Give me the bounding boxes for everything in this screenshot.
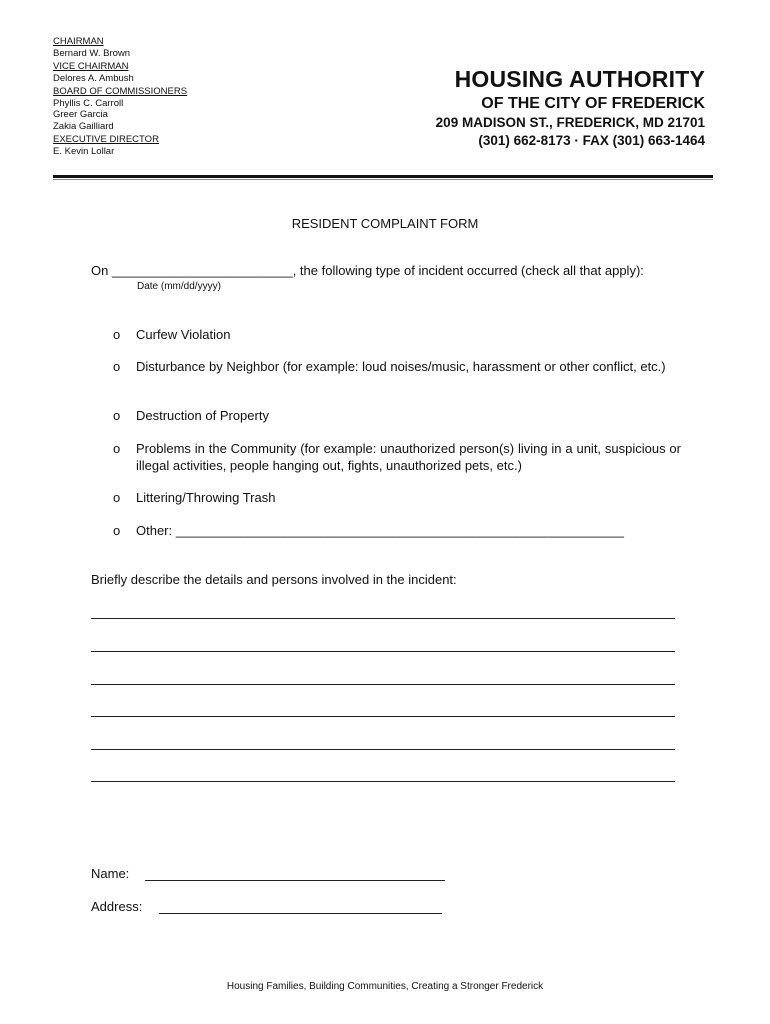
date-hint: Date (mm/dd/yyyy) xyxy=(137,281,221,292)
date-sentence: On _________________________, the following type of incident occurred (check all that apply): xyxy=(91,263,644,278)
footer-tagline: Housing Families, Building Communities, Creating a Stronger Frederick xyxy=(226,981,544,992)
officer-name: Bernard W. Brown xyxy=(53,47,131,59)
officer-name: Greer Garcia xyxy=(53,109,108,120)
officer-vice-chairman xyxy=(53,61,253,84)
officer-role: BOARD OF COMMISSIONERS xyxy=(53,86,188,97)
officer-role: CHAIRMAN xyxy=(53,36,104,47)
option-label: Problems in the Community (for example: unauthorized person(s) living in a unit, suspicious or illegal activities, people hanging out, fights, unauthorized pets, etc.) xyxy=(136,441,681,473)
org-phone: (301) 662-8173 · FAX (301) 663-1464 xyxy=(478,133,705,148)
org-header xyxy=(436,66,705,150)
description-line[interactable] xyxy=(91,716,675,717)
description-line[interactable] xyxy=(91,749,675,750)
checkbox-bullet-icon[interactable]: o xyxy=(113,359,121,374)
describe-prompt: Briefly describe the details and persons involved in the incident: xyxy=(91,572,457,587)
option-label: Destruction of Property xyxy=(136,408,269,423)
officer-name: Delores A. Ambush xyxy=(53,72,134,84)
option-label: Curfew Violation xyxy=(136,327,231,342)
org-subtitle: OF THE CITY OF FREDERICK xyxy=(481,95,705,112)
checkbox-bullet-icon[interactable]: o xyxy=(113,490,121,505)
officer-name: Phyllis C. Carroll xyxy=(53,97,124,109)
officer-board xyxy=(53,86,253,132)
option-other-label[interactable]: Other: ______________________________________________________________ xyxy=(136,523,624,538)
description-line[interactable] xyxy=(91,651,675,652)
option-label: Disturbance by Neighbor (for example: loud noises/music, harassment or other conflict, etc.) xyxy=(136,359,666,374)
officers-list xyxy=(53,36,253,159)
address-input-line[interactable] xyxy=(159,913,442,914)
org-address: 209 MADISON ST., FREDERICK, MD 21701 xyxy=(435,115,705,130)
name-input-line[interactable] xyxy=(145,880,445,881)
checkbox-bullet-icon[interactable]: o xyxy=(113,441,121,456)
description-line[interactable] xyxy=(91,618,675,619)
name-label: Name: xyxy=(91,866,130,881)
checkbox-bullet-icon[interactable]: o xyxy=(113,523,121,538)
address-label: Address: xyxy=(91,899,143,914)
officer-role: VICE CHAIRMAN xyxy=(53,61,129,72)
org-title: HOUSING AUTHORITY xyxy=(454,66,705,92)
description-line[interactable] xyxy=(91,684,675,685)
officer-name: Zakia Gailliard xyxy=(53,120,114,132)
officer-role: EXECUTIVE DIRECTOR xyxy=(53,134,159,145)
checkbox-bullet-icon[interactable]: o xyxy=(113,327,121,342)
officer-executive-director xyxy=(53,134,253,157)
officer-chairman xyxy=(53,36,253,59)
option-label: Littering/Throwing Trash xyxy=(136,490,276,505)
description-line[interactable] xyxy=(91,781,675,782)
officer-name: E. Kevin Lollar xyxy=(53,145,115,157)
header-divider-shadow xyxy=(53,179,713,180)
form-title: RESIDENT COMPLAINT FORM xyxy=(291,216,479,231)
checkbox-bullet-icon[interactable]: o xyxy=(113,408,121,423)
header-divider xyxy=(53,175,713,178)
